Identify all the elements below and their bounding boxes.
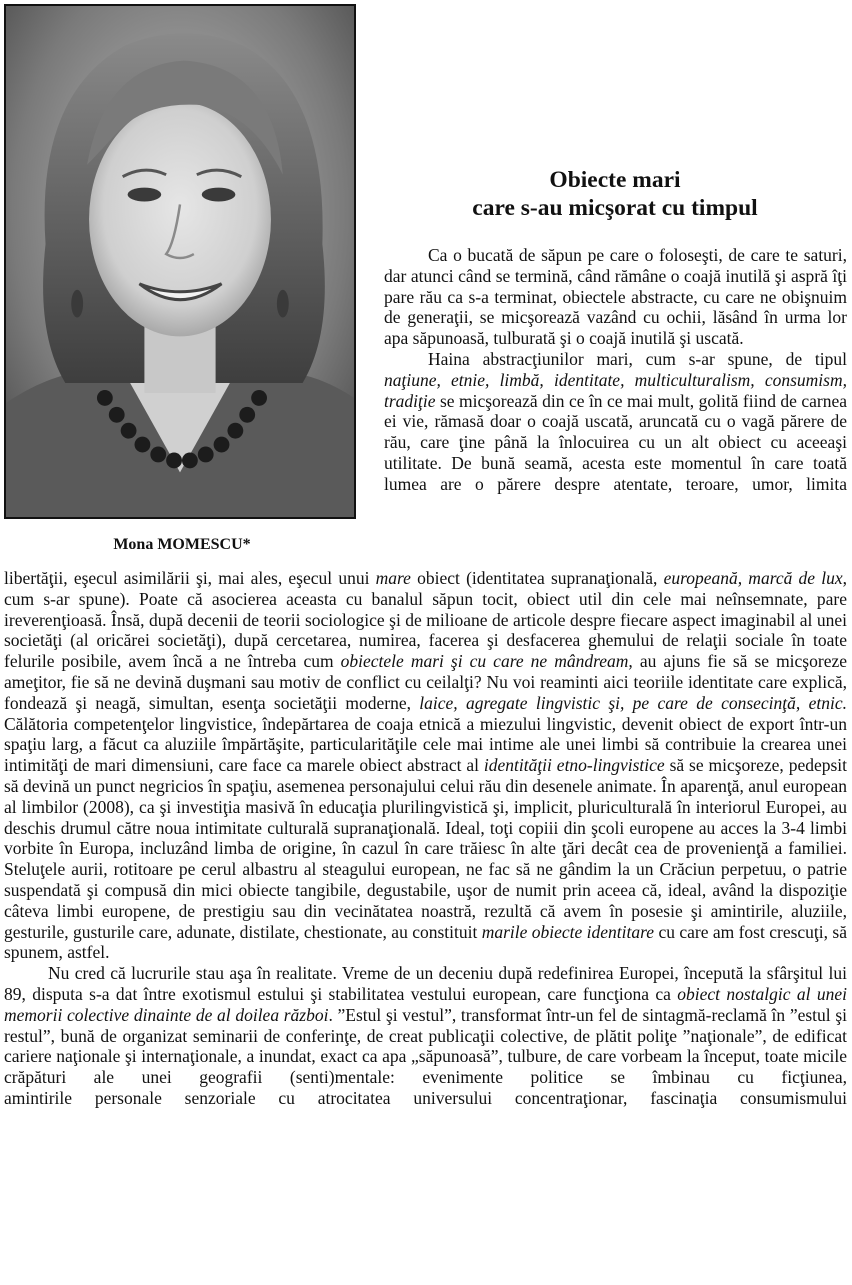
- paragraph-3: [4, 963, 847, 1088]
- paragraph-3-italic: obiect nostalgic al unei memorii colective dinainte de al doilea război: [4, 983, 847, 1025]
- paragraph-2-italic-terms: naţiune, etnie, limbă, identitate, multiculturalism, consumism, tradiţie: [384, 369, 847, 411]
- paragraph-2-text-e: , cum s-ar spune). Poate că asocierea aceasta cu banalul săpun tocit, obiect util din cele mai neînsemnate, pare ireverenţioasă. Însă, după decenii de teorii sociologice şi de milioane de articole despre fiecare aspect imaginabil al unei societăţi (al oricărei societăţi), după cercetarea, numirea, facerea şi desfacerea ghemului de relaţii sociale în toate felurile posibile, avem încă a ne întreba cum: [4, 568, 848, 672]
- paragraph-2-italic-marile: marile obiecte identitare: [481, 921, 655, 942]
- paragraph-2-italic-mare: mare: [375, 568, 411, 588]
- paragraph-1: Ca o bucată de săpun pe care o foloseşti, de care te saturi, dar atunci când se termină, când rămâne o coajă inutilă şi aspră îţi pare rău ca s-a terminat, obiectele abstracte, cu care ne obişnuim de generaţii, se micşorează vazând cu ochii, lăsând în urma lor apa săpunoasă, tulburată şi o coajă inutilă şi uscată.: [384, 245, 847, 349]
- paragraph-2-italic-europeana: europeană, marcă de lux: [663, 568, 843, 588]
- paragraph-2-text-c: libertăţii, eşecul asimilării şi, mai ales, eşecul unui: [4, 568, 376, 588]
- author-photo: [4, 4, 356, 519]
- article-title-line-1: Obiecte mari: [549, 167, 681, 193]
- paragraph-2-text-h: să se micşoreze, pedepsit să devină un punct negricios în spaţiu, asemenea personajului celui rău din desenele animate. În aparenţă, anul european al limbilor (2008), ca şi investiţia masivă în educaţia plurilingvistică şi, implicit, pluriculturală în interiorul Europei, au deschis drumul către noua intimitate culturală supranaţională. Ideal, toţi copiii din şcoli europene au acces la 3-4 limbi vorbite în Europa, incluzând limba de origine, în cazul în care trăiesc în alte ţări decât cea de provenienţă a familiei. Steluţele aurii, rotitoare pe cerul albastru al steagului european, ne fac să ne gândim la un Crăciun perpetuu, o patrie suspendată şi compusă din mici obiecte tangibile, degustabile, uşor de numit prin aceea că, ideal, având la dispoziţie câteva limbi europene, de prestigiu sau din vecinătatea noastră, rezultă că avem în posesie şi amintirile, aluziile, gesturile, gusturile care, adunate, distilate, chestionate, au constituit: [4, 755, 848, 942]
- paragraph-2-continued: [4, 568, 847, 963]
- paragraph-2-text-g: Călătoria competenţelor lingvistice, îndepărtarea de coaja etnică a miezului lingvistic, devenit obiect de export într-un spaţiu larg, a făcut ca aluziile împărtăşite, particularităţile cele mai intime ale unei limbi să contribuie la crearea unei intimităţi de mari dimensiuni, care face ca marele obiect abstract al: [4, 713, 847, 776]
- right-column-text: [384, 245, 847, 495]
- paragraph-2-text-d: obiect (identitatea supranaţională,: [410, 568, 664, 588]
- paragraph-2-text-j: cu care am fost crescuţi, să spunem, astfel.: [4, 921, 847, 963]
- paragraph-3-text-last: amintirile personale senzoriale cu atrocitatea universului concentraţionar, fascinaţia consumismului: [4, 1087, 847, 1108]
- paragraph-3-text-b: . ”Estul şi vestul”, transformat într-un fel de sintagmă-reclamă în ”estul şi restul”, bună de organizat seminarii de conferinţe, de creat publicaţii colective, de plătit poliţe ”naţionale”, de edificat cariere naţionale şi internaţionale, a inundat, exact ca apa „săpunoasă”, tulbure, de care vorbeam la început, toate micile crăpături ale unei geografii (senti)mentale: evenimente politice se îmbinau cu ficţiunea,: [4, 1004, 847, 1088]
- paragraph-2-italic-obiectele: obiectele mari şi cu care ne mândream,: [340, 651, 633, 672]
- author-portrait-image: [6, 6, 354, 517]
- article-title-line-2: care s-au micşorat cu timpul: [472, 195, 758, 221]
- paragraph-2-text-b: se micşorează din ce în ce mai mult, golită fiind de carnea ei vie, rămasă doar o coajă uscată, aruncată cu o vagă părere de rău, care ţine până la înlocuirea cu un alt obiect cu aceeaşi utilitate. De bună seamă, acesta este momentul în care toată lumea are o părere despre atentate, teroare, umor, limita: [384, 390, 847, 494]
- full-width-text: [4, 568, 847, 1109]
- paragraph-2-start: [384, 349, 847, 495]
- paragraph-2-text-a: Haina abstracţiunilor mari, cum s-ar spune, de tipul: [428, 348, 847, 369]
- paragraph-3-text-a: Nu cred că lucrurile stau aşa în realitate. Vreme de un deceniu după redefinirea Europei, începută la sfârşitul lui 89, disputa s-a dat între exotismul estului şi stabilitatea vestului european, care funcţiona ca: [4, 963, 847, 1004]
- paragraph-2-text-f: au ajuns fie să se micşoreze ameţitor, fie să ne devină duşmani sau motiv de conflict cu ceilalţi? Nu voi reaminti aici teoriile identitate care explică, fondează şi neagă, simultan, esenţa societăţii moderne,: [4, 651, 847, 713]
- author-caption: Mona MOMESCU*: [113, 536, 251, 553]
- article-title: [384, 166, 846, 222]
- paragraph-2-italic-laice: laice, agregate lingvistic şi, pe care de consecinţă, etnic.: [419, 692, 847, 713]
- paragraph-2-italic-identitatii: identităţii etno-lingvistice: [483, 755, 665, 776]
- paragraph-3-last-line: [4, 1088, 847, 1109]
